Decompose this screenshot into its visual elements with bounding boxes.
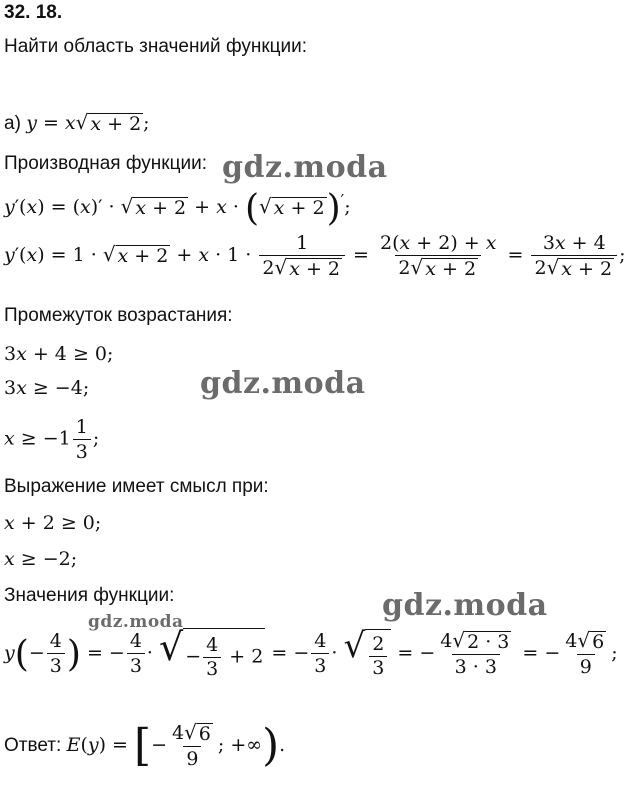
derivative-step-2: y′(x) = 1 · √ x + 2 + x · 1 · 1 2 √ x + 2 = 2(x + 2) + x 2 √ x + 2 = 3x + 4 2 √ x + 2 ; <box>4 232 626 281</box>
watermark: gdz.moda <box>382 588 548 623</box>
inequality-3: x ≥ −1 $\frac{1}{3}$ ; <box>4 416 100 463</box>
value-calculation: y(− $\frac{4}{3}$ ) = − $\frac{4}{3}$ · √ − $\frac{4}{3}$ + 2 = − $\frac{4}{3}$ · √ $\frac{2}{3}$ = − 4 √ 2 · 3 3 · 3 = − 4 √ 6 9 ; <box>4 625 618 680</box>
watermark: gdz.moda <box>88 612 184 632</box>
part-a-function: а) y = x √ x + 2 ; <box>4 110 150 136</box>
domain-2: x ≥ −2; <box>4 548 78 570</box>
inequality-1: 3x + 4 ≥ 0; <box>4 343 114 365</box>
values-heading: Значения функции: <box>4 585 175 606</box>
watermark: gdz.moda <box>200 366 366 401</box>
task-statement: Найти область значений функции: <box>4 36 308 57</box>
inequality-2: 3x ≥ −4; <box>4 377 90 399</box>
derivative-step-1: y′(x) = (x)′ · √ x + 2 + x · ( √ x + 2 )′; <box>4 187 351 229</box>
domain-1: x + 2 ≥ 0; <box>4 512 102 534</box>
problem-number: 32. 18. <box>4 2 63 23</box>
watermark: gdz.moda <box>222 150 388 185</box>
increasing-heading: Промежуток возрастания: <box>4 305 233 326</box>
derivative-heading: Производная функции: <box>4 153 207 174</box>
domain-heading: Выражение имеет смысл при: <box>4 476 269 497</box>
answer: Ответ: E(y) = [− 4 √ 6 9 ; +∞). <box>4 720 286 772</box>
